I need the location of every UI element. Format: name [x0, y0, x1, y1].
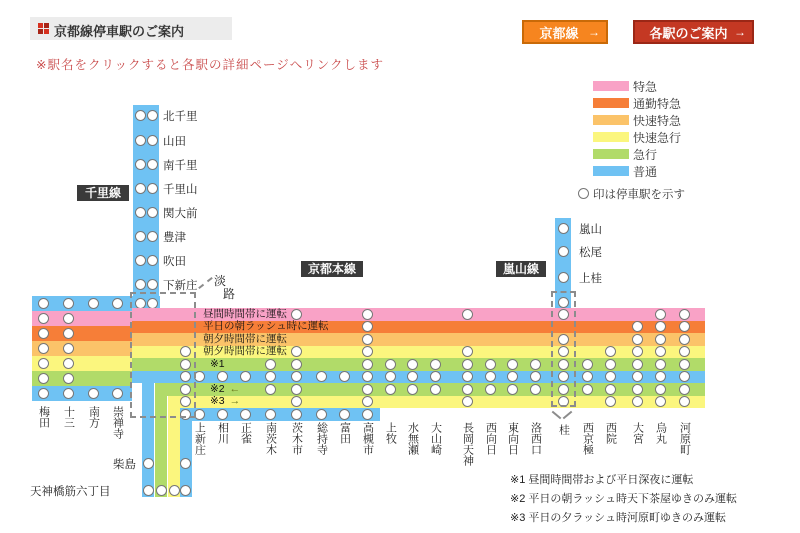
station-label-嵐山[interactable]: 嵐山 [579, 224, 602, 236]
stop-circle-総持寺 [316, 409, 327, 420]
stop-circle-河原町 [679, 309, 690, 320]
stop-circle-南茨木 [265, 384, 276, 395]
stop-circle-大宮 [632, 321, 643, 332]
stop-circle-天神橋筋六丁目 [180, 485, 191, 496]
stop-circle-長岡天神 [462, 384, 473, 395]
stop-circle-茨木市 [291, 384, 302, 395]
stop-circle-烏丸 [655, 359, 666, 370]
stop-circle-下新庄 [147, 279, 158, 290]
legend-swatch-orange [593, 98, 629, 108]
stop-circle-西院 [605, 371, 616, 382]
station-guide-button[interactable]: 各駅のご案内 → [633, 20, 754, 44]
station-label-山田[interactable]: 山田 [163, 136, 186, 148]
line-badge-千里線: 千里線 [77, 185, 129, 201]
stop-circle-十三 [63, 328, 74, 339]
stop-circle-河原町 [679, 346, 690, 357]
stop-circle-下新庄 [135, 279, 146, 290]
stop-circle-高槻市 [362, 384, 373, 395]
stop-circle-烏丸 [655, 334, 666, 345]
station-label-大宮[interactable]: 大宮 [631, 422, 644, 444]
stop-circle-上牧 [385, 384, 396, 395]
legend-swatch-ltorange [593, 115, 629, 125]
awaji-box [130, 292, 196, 418]
station-label-西院[interactable]: 西院 [604, 422, 617, 444]
stop-circle-梅田 [38, 388, 49, 399]
kyoto-line-button[interactable]: 京都線 → [522, 20, 608, 44]
station-label-北千里[interactable]: 北千里 [163, 111, 198, 123]
stop-circle-南方 [88, 298, 99, 309]
station-label-関大前[interactable]: 関大前 [163, 208, 198, 220]
station-label-下新庄[interactable]: 下新庄 [163, 280, 198, 292]
stop-circle-千里山 [147, 183, 158, 194]
legend-swatch-pink [593, 81, 629, 91]
legend-label: 特急 [633, 80, 658, 94]
stop-circle-大山崎 [430, 371, 441, 382]
stop-circle-烏丸 [655, 309, 666, 320]
stop-circle-河原町 [679, 371, 690, 382]
station-label-東向日[interactable]: 東向日 [506, 422, 519, 455]
station-label-吹田[interactable]: 吹田 [163, 256, 186, 268]
stop-circle-茨木市 [291, 371, 302, 382]
station-label-淡路[interactable]: 淡 [214, 274, 227, 288]
line-badge-京都本線: 京都本線 [301, 261, 363, 277]
stop-circle-水無瀬 [407, 371, 418, 382]
stop-circle-正雀 [240, 409, 251, 420]
stop-circle-天神橋筋六丁目 [143, 485, 154, 496]
stop-circle-十三 [63, 373, 74, 384]
stop-circle-豊津 [147, 231, 158, 242]
stop-circle-梅田 [38, 298, 49, 309]
station-label-上桂[interactable]: 上桂 [579, 273, 602, 285]
station-label-天神橋筋六丁目[interactable]: 天神橋筋六丁目 [30, 486, 111, 498]
senri-line-band [133, 105, 159, 300]
stop-circle-柴島 [180, 458, 191, 469]
station-label-南茨木[interactable]: 南茨木 [264, 422, 277, 455]
stop-circle-西院 [605, 396, 616, 407]
station-label-上新庄[interactable]: 上新庄 [193, 422, 206, 455]
stop-circle-katsura-arashiyama [558, 297, 569, 308]
station-label-桂[interactable]: 桂 [557, 424, 570, 435]
station-label-大山崎[interactable]: 大山崎 [429, 422, 442, 455]
stop-circle-南千里 [135, 159, 146, 170]
legend-swatch-yellow [593, 132, 629, 142]
stop-circle-十三 [63, 358, 74, 369]
station-label-松尾[interactable]: 松尾 [579, 247, 602, 259]
station-label-茨木市[interactable]: 茨木市 [290, 422, 303, 455]
stop-circle-西京極 [582, 384, 593, 395]
stop-circle-北千里 [147, 110, 158, 121]
legend-label: 急行 [633, 148, 658, 162]
stop-circle-関大前 [135, 207, 146, 218]
arrow-right-icon: → [229, 395, 241, 408]
tengachaya-branch-band-4 [180, 408, 192, 497]
station-label-富田[interactable]: 富田 [338, 422, 351, 444]
stop-circle-相川 [217, 409, 228, 420]
stop-circle-上桂 [558, 272, 569, 283]
station-label-崇禅寺[interactable]: 崇禅寺 [111, 406, 124, 439]
station-label-正雀[interactable]: 正雀 [239, 422, 252, 444]
footnote-3: ※3 平日の夕ラッシュ時河原町ゆきのみ運転 [510, 512, 726, 524]
legend-label: 通勤特急 [633, 97, 682, 111]
stop-circle-北千里 [135, 110, 146, 121]
stop-marker-note: 印は停車駅を示す [593, 189, 685, 201]
stop-circle-相川 [217, 371, 228, 382]
stop-circle-長岡天神 [462, 346, 473, 357]
page-title: 京都線停車駅のご案内 [54, 24, 185, 39]
stop-circle-梅田 [38, 328, 49, 339]
stop-circle-烏丸 [655, 371, 666, 382]
stop-circle-大宮 [632, 334, 643, 345]
stop-circle-長岡天神 [462, 371, 473, 382]
station-label-柴島[interactable]: 柴島 [113, 459, 136, 471]
stop-circle-正雀 [240, 371, 251, 382]
stop-circle-大宮 [632, 396, 643, 407]
stop-circle-高槻市 [362, 371, 373, 382]
legend-label: 普通 [633, 165, 658, 179]
stop-circle-富田 [339, 371, 350, 382]
dashed-pointer [563, 411, 573, 420]
stop-circle-南茨木 [265, 409, 276, 420]
stop-circle-茨木市 [291, 359, 302, 370]
station-label-梅田[interactable]: 梅田 [37, 406, 50, 428]
stop-circle-大宮 [632, 359, 643, 370]
stop-circle-梅田 [38, 358, 49, 369]
stop-circle-茨木市 [291, 309, 302, 320]
stop-circle-長岡天神 [462, 309, 473, 320]
legend-label: 快速特急 [633, 114, 682, 128]
band-note-rapid-ltd-express: 朝夕時間帯に運転 [203, 332, 287, 345]
stop-circle-南茨木 [265, 371, 276, 382]
stop-circle-西向日 [485, 384, 496, 395]
local-sakaisuji-band-right [181, 408, 380, 421]
stop-circle-梅田 [38, 313, 49, 324]
arrow-right-icon: → [734, 25, 746, 39]
legend-label: 快速急行 [633, 131, 682, 145]
arrow-right-icon: → [588, 25, 600, 39]
station-label-長岡天神[interactable]: 長岡天神 [461, 422, 474, 466]
stop-circle-高槻市 [362, 321, 373, 332]
legend-swatch-green [593, 149, 629, 159]
footnote-2: ※2 平日の朝ラッシュ時天下茶屋ゆきのみ運転 [510, 493, 737, 505]
stop-circle-松尾 [558, 246, 569, 257]
stop-circle-山田 [135, 135, 146, 146]
stop-circle-河原町 [679, 334, 690, 345]
stop-circle-西院 [605, 359, 616, 370]
band-note-sakaisuji-evening: ※3 → [210, 395, 241, 408]
red-squares-icon [38, 23, 49, 34]
station-label-淡路[interactable]: 路 [223, 287, 236, 301]
dashed-pointer [552, 411, 562, 420]
stop-circle-西向日 [485, 371, 496, 382]
stop-circle-東向日 [507, 384, 518, 395]
stop-circle-西京極 [582, 371, 593, 382]
stop-circle-十三 [63, 313, 74, 324]
station-label-烏丸[interactable]: 烏丸 [654, 422, 667, 444]
band-note-commuter-ltd-express: 平日の朝ラッシュ時に運転 [203, 320, 329, 333]
stop-circle-上牧 [385, 359, 396, 370]
stop-circle-崇禅寺 [112, 298, 123, 309]
station-label-西京極[interactable]: 西京極 [581, 422, 594, 455]
stop-circle-十三 [63, 343, 74, 354]
station-label-十三[interactable]: 十三 [62, 406, 75, 428]
stop-circle-西院 [605, 384, 616, 395]
stop-circle-総持寺 [316, 371, 327, 382]
sakaisuji-evening-band-right [168, 396, 705, 409]
band-note-sakaisuji-morning: ※2 ← [210, 382, 241, 395]
station-label-洛西口[interactable]: 洛西口 [529, 422, 542, 455]
station-label-豊津[interactable]: 豊津 [163, 232, 186, 244]
stop-circle-大山崎 [430, 359, 441, 370]
stop-circle-富田 [339, 409, 350, 420]
stop-circle-茨木市 [291, 409, 302, 420]
stop-circle-吹田 [135, 255, 146, 266]
band-note-rapid-express: 朝夕時間帯に運転 [203, 345, 287, 358]
stop-circle-高槻市 [362, 346, 373, 357]
stop-circle-烏丸 [655, 346, 666, 357]
footnote-1: ※1 昼間時間帯および平日深夜に運転 [510, 474, 694, 486]
stop-circle-烏丸 [655, 321, 666, 332]
station-label-上牧[interactable]: 上牧 [384, 422, 397, 444]
stop-circle-吹田 [147, 255, 158, 266]
station-label-千里山[interactable]: 千里山 [163, 184, 198, 196]
station-label-西向日[interactable]: 西向日 [484, 422, 497, 455]
dashed-pointer [198, 277, 213, 289]
stop-circle-大宮 [632, 346, 643, 357]
stop-circle-茨木市 [291, 346, 302, 357]
stop-circle-十三 [63, 388, 74, 399]
station-label-南方[interactable]: 南方 [87, 406, 100, 428]
line-badge-嵐山線: 嵐山線 [496, 261, 546, 277]
stop-circle-南方 [88, 388, 99, 399]
stop-circle-高槻市 [362, 409, 373, 420]
stop-circle-烏丸 [655, 384, 666, 395]
stop-circle-河原町 [679, 384, 690, 395]
stop-circle-河原町 [679, 359, 690, 370]
band-note-express: ※1 [210, 357, 225, 370]
stop-circle-豊津 [135, 231, 146, 242]
station-label-河原町[interactable]: 河原町 [678, 422, 691, 455]
stop-circle-十三 [63, 298, 74, 309]
station-label-南千里[interactable]: 南千里 [163, 160, 198, 172]
stop-circle-梅田 [38, 343, 49, 354]
band-note-ltd-express: 昼間時間帯に運転 [203, 307, 287, 320]
stop-circle-長岡天神 [462, 359, 473, 370]
stop-circle-水無瀬 [407, 384, 418, 395]
stop-circle-高槻市 [362, 396, 373, 407]
stop-circle-洛西口 [530, 371, 541, 382]
stop-circle-天神橋筋六丁目 [169, 485, 180, 496]
stop-circle-千里山 [135, 183, 146, 194]
click-note: ※駅名をクリックすると各駅の詳細ページへリンクします [36, 58, 384, 72]
stop-circle-東向日 [507, 359, 518, 370]
stop-circle-天神橋筋六丁目 [156, 485, 167, 496]
page-title-bar [30, 17, 232, 40]
stop-circle-河原町 [679, 396, 690, 407]
station-label-水無瀬[interactable]: 水無瀬 [406, 422, 419, 455]
stop-marker-sample-circle [578, 188, 589, 199]
stop-circle-高槻市 [362, 334, 373, 345]
stop-circle-洛西口 [530, 384, 541, 395]
stop-circle-南千里 [147, 159, 158, 170]
stop-circle-大宮 [632, 384, 643, 395]
stop-circle-洛西口 [530, 359, 541, 370]
arrow-left-icon: ← [229, 382, 241, 395]
stop-circle-柴島 [143, 458, 154, 469]
stop-circle-茨木市 [291, 396, 302, 407]
katsura-box [551, 291, 576, 407]
legend-swatch-blue [593, 166, 629, 176]
stop-circle-崇禅寺 [112, 388, 123, 399]
stop-circle-高槻市 [362, 309, 373, 320]
stop-circle-上牧 [385, 371, 396, 382]
stop-circle-河原町 [679, 321, 690, 332]
station-label-相川[interactable]: 相川 [216, 422, 229, 444]
stop-circle-東向日 [507, 371, 518, 382]
stop-circle-高槻市 [362, 359, 373, 370]
stop-circle-水無瀬 [407, 359, 418, 370]
stop-circle-山田 [147, 135, 158, 146]
station-label-総持寺[interactable]: 総持寺 [315, 422, 328, 455]
stop-circle-大山崎 [430, 384, 441, 395]
stop-circle-烏丸 [655, 396, 666, 407]
stop-circle-梅田 [38, 373, 49, 384]
stop-circle-長岡天神 [462, 396, 473, 407]
stop-circle-関大前 [147, 207, 158, 218]
station-label-高槻市[interactable]: 高槻市 [361, 422, 374, 455]
stop-circle-西向日 [485, 359, 496, 370]
stop-circle-南茨木 [265, 359, 276, 370]
stop-circle-大宮 [632, 371, 643, 382]
stop-circle-西院 [605, 346, 616, 357]
stop-circle-嵐山 [558, 223, 569, 234]
stop-circle-西京極 [582, 359, 593, 370]
